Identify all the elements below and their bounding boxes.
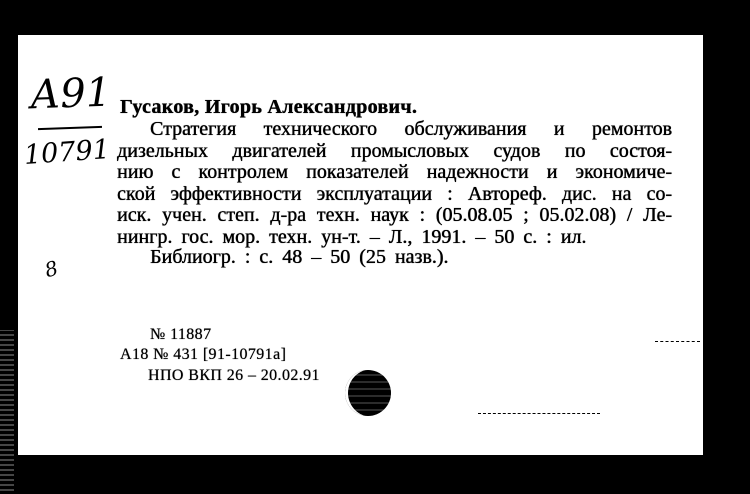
scan-artifact [655,341,700,342]
card-number: № 11887 [150,326,212,343]
entry-line: ской эффективности эксплуатации : Автореф. дис. на со- [117,183,672,205]
handwritten-mark: 8 [42,255,61,283]
author-heading: Гусаков, Игорь Александрович. [120,96,418,118]
entry-line: дизельных двигателей промысловых судов по состоя- [117,140,672,162]
handwritten-number: 10791 [22,134,111,171]
scan-edge-noise [0,330,14,494]
entry-line: иск. учен. степ. д-ра техн. наук : (05.08.05 ; 05.02.08) / Ле- [117,204,672,226]
handwritten-shelf-mark: А91 [29,69,112,119]
scan-artifact [478,413,600,414]
bibliography-note: Библиогр. : с. 48 – 50 (25 назв.). [150,246,449,268]
entry-line: нию с контролем показателей надежности и экономиче- [117,161,672,183]
punch-hole [345,370,391,416]
card-code: А18 № 431 [91-10791а] [120,346,287,363]
entry-line: Стратегия технического обслуживания и ремонтов [150,118,672,140]
publisher-line: НПО ВКП 26 – 20.02.91 [148,367,320,384]
catalog-card [18,35,703,455]
entry-line: нингр. гос. мор. техн. ун-т. – Л., 1991. – 50 с. : ил. [117,226,587,248]
shelf-mark-underline [38,126,102,130]
